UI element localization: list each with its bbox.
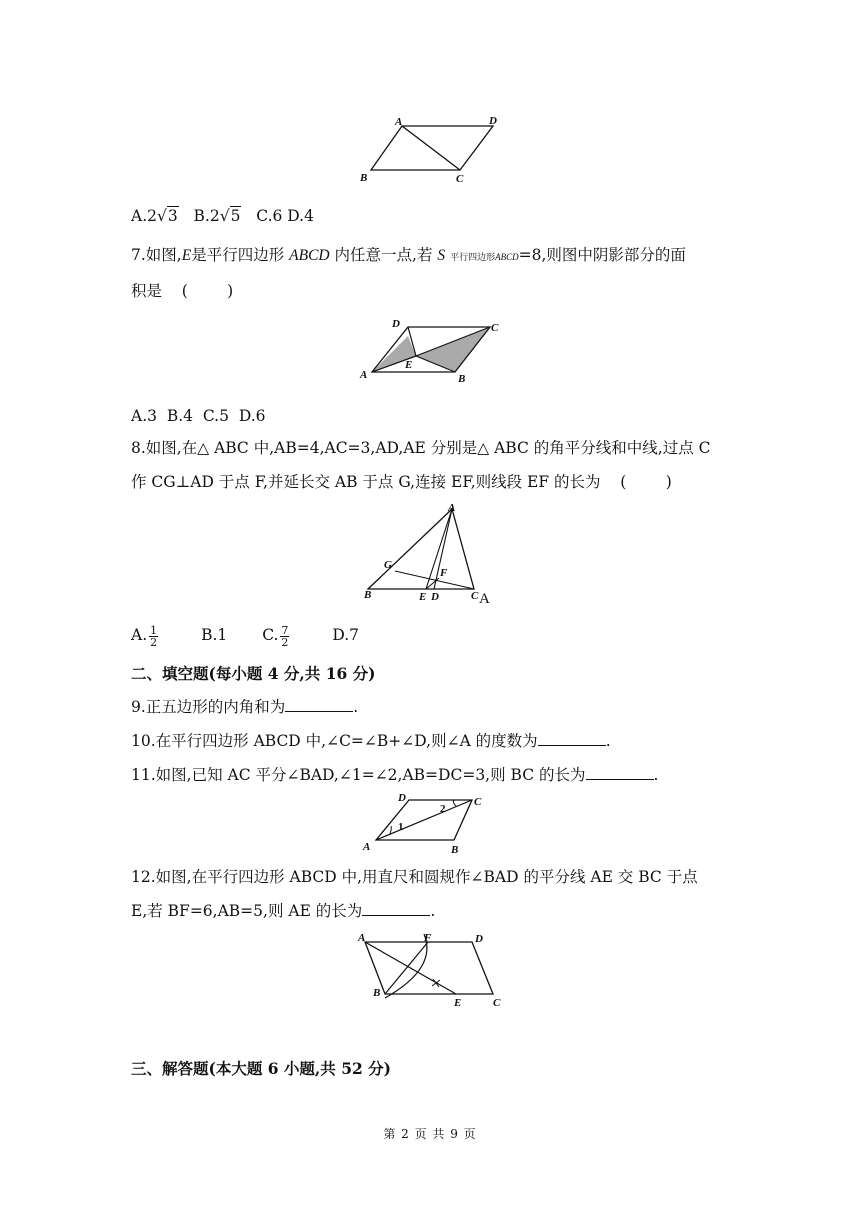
figure-q11-quadrilateral — [360, 790, 500, 860]
sqrt-sign: √ — [219, 207, 230, 225]
label-e: E — [405, 359, 413, 371]
figure-q8-triangle — [360, 500, 510, 606]
q6-option-cd: C.6 D.4 — [256, 207, 314, 225]
q10-text: 10.在平行四边形 ABCD 中,∠C=∠B+∠D,则∠A 的度数为 — [131, 732, 538, 750]
q6-option-b: B.2 — [193, 207, 220, 225]
q8-line1: 8.如图,在△ ABC 中,AB=4,AC=3,AD,AE 分别是△ ABC 的角平分线和中线,过点 C — [131, 439, 711, 457]
label-b: B — [451, 844, 459, 856]
q7-var-abcd: ABCD — [289, 247, 330, 264]
figure-q7-shaded-parallelogram — [355, 316, 515, 388]
q7-text: 内任意一点,若 — [334, 246, 433, 264]
answer-blank[interactable] — [586, 765, 654, 780]
sqrt-sign: √ — [156, 207, 167, 225]
q12-text: E,若 BF=6,AB=5,则 AE 的长为 — [131, 902, 363, 920]
label-c: C — [474, 796, 482, 808]
denominator: 2 — [281, 635, 289, 649]
q8-option-d: D.7 — [332, 626, 360, 644]
label-a: A — [360, 369, 368, 381]
label-angle-1: 1 — [398, 821, 404, 833]
label-d: D — [431, 591, 439, 603]
q9 — [131, 696, 358, 718]
label-a: A — [448, 502, 456, 514]
label-a: A — [395, 116, 403, 128]
q6-option-a: A.2 — [131, 207, 157, 225]
q10 — [131, 730, 611, 752]
q8-option-a: A. — [131, 626, 148, 644]
label-c: C — [491, 322, 499, 334]
q12-end: . — [430, 902, 436, 920]
q7-options: A.3 B.4 C.5 D.6 — [131, 407, 266, 425]
label-d: D — [392, 318, 400, 330]
label-g: G — [384, 559, 392, 571]
label-c: C — [493, 997, 501, 1009]
q11-text: 11.如图,已知 AC 平分∠BAD,∠1=∠2,AB=DC=3,则 BC 的长为 — [131, 766, 586, 784]
figure-q6-parallelogram — [355, 112, 505, 187]
q8-option-c: C. — [262, 626, 279, 644]
q7-line1 — [131, 244, 686, 269]
figure-q12-construction — [350, 928, 510, 1010]
numerator: 1 — [150, 623, 158, 637]
label-b: B — [360, 172, 368, 184]
fraction-seven-halves — [280, 625, 289, 648]
label-angle-2: 2 — [440, 803, 446, 815]
label-d: D — [398, 792, 406, 804]
label-c: C — [456, 173, 464, 185]
section3-heading: 三、解答题(本大题 6 小题,共 52 分) — [131, 1059, 392, 1078]
q6-option-b-radicand: 5 — [230, 207, 241, 225]
q7-text: =8,则图中阴影部分的面 — [518, 246, 686, 264]
label-b: B — [458, 373, 466, 385]
label-f: F — [440, 567, 448, 579]
label-c: C — [471, 590, 479, 602]
q10-end: . — [605, 732, 611, 750]
q7-text: 是平行四边形 — [191, 246, 285, 264]
q6-options — [131, 205, 314, 227]
q7-subscript: 平行四边形 — [450, 253, 496, 263]
q7-subscript-abcd: ABCD — [495, 252, 519, 262]
section2-heading: 二、填空题(每小题 4 分,共 16 分) — [131, 664, 376, 683]
q8-option-b: B.1 — [201, 626, 228, 644]
q7-var-e: E — [181, 247, 192, 264]
denominator: 2 — [150, 635, 158, 649]
numerator: 7 — [281, 623, 289, 637]
label-a: A — [363, 841, 371, 853]
q7-line2: 积是 ( ) — [131, 282, 234, 300]
q11-end: . — [653, 766, 659, 784]
label-d: D — [475, 933, 483, 945]
label-e: E — [419, 591, 427, 603]
answer-blank[interactable] — [362, 901, 430, 916]
label-e: E — [454, 997, 462, 1009]
label-b: B — [364, 589, 372, 601]
q7-text: 7.如图, — [131, 246, 182, 264]
answer-blank[interactable] — [538, 731, 606, 746]
q6-option-a-radicand: 3 — [167, 207, 178, 225]
answer-blank[interactable] — [285, 697, 353, 712]
q7-var-s: S — [437, 247, 446, 264]
q9-end: . — [353, 698, 359, 716]
label-b: B — [373, 987, 381, 999]
q8-options — [131, 622, 359, 648]
q12-line2 — [131, 900, 435, 922]
fraction-one-half — [149, 625, 158, 648]
q9-text: 9.正五边形的内角和为 — [131, 698, 286, 716]
label-a-extra: A — [479, 591, 490, 606]
label-d: D — [489, 115, 497, 127]
page-footer: 第 2 页 共 9 页 — [383, 1127, 477, 1141]
label-f: F — [424, 932, 432, 944]
label-a: A — [358, 932, 366, 944]
q12-line1: 12.如图,在平行四边形 ABCD 中,用直尺和圆规作∠BAD 的平分线 AE 交 BC 于点 — [131, 868, 698, 886]
q11 — [131, 764, 658, 786]
q8-line2: 作 CG⊥AD 于点 F,并延长交 AB 于点 G,连接 EF,则线段 EF 的长为 ( ) — [131, 473, 672, 491]
